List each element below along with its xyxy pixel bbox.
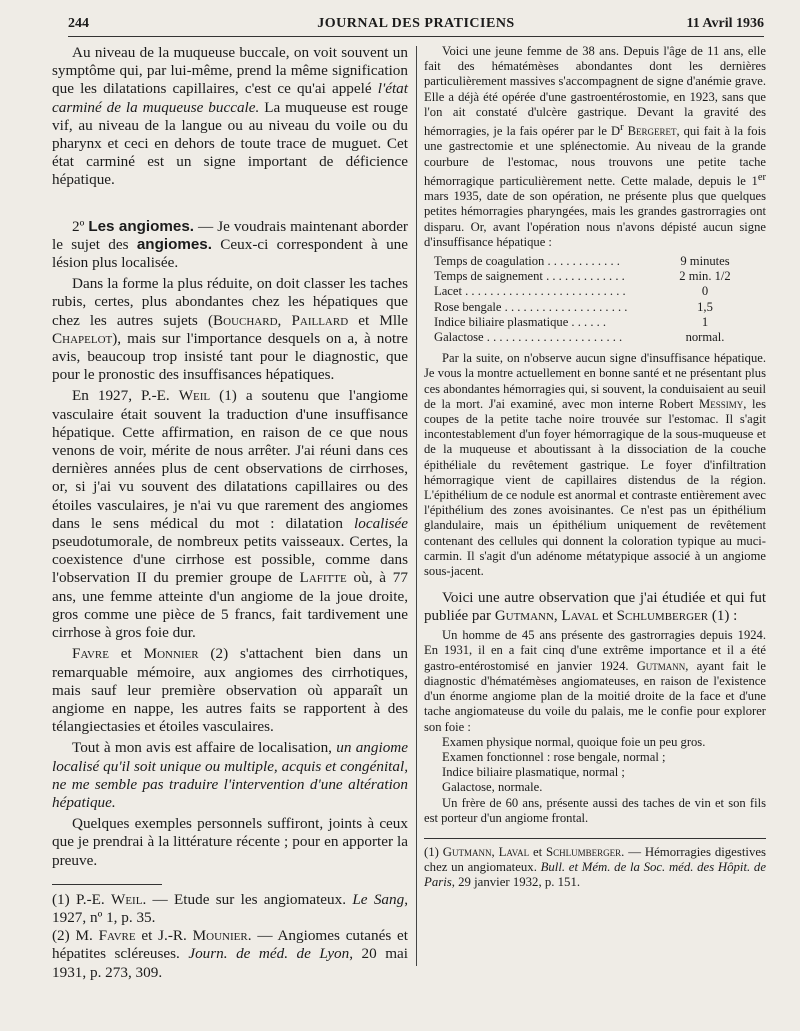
paragraph-exemples: Quelques exemples personnels suffiront, joints à ceux que je prendrai à la littérature récente ; pour en apporter la preuve. (52, 815, 408, 869)
case-2-family: Un frère de 60 ans, présente aussi des taches de vin et son fils est porteur d'un angiome frontal. (424, 795, 766, 825)
footnote-1: (1) P.-E. Weil. — Etude sur les angiomateux. Le Sang, 1927, nº 1, p. 35. (52, 890, 408, 926)
column-divider (416, 46, 417, 966)
table-row: Temps de saignement . . . . . . . . . . . . . 2 min. 1/2 (434, 269, 731, 284)
footnote-2: (2) M. Favre et J.-R. Mounier. — Angiomes cutanés et hépatites scléreuses. Journ. de méd. de Lyon, 20 mai 1931, p. 273, 309. (52, 927, 409, 981)
page-number: 244 (68, 16, 89, 31)
exam-galactose: Galactose, normale. (442, 780, 543, 795)
lab-results-table (434, 254, 760, 345)
exam-physique: Examen physique normal, quoique foie un peu gros. (442, 734, 706, 749)
footnote-right-1: (1) Gutmann, Laval et Schlumberger. — Hémorragies digestives chez un angiomateux. Bull. et Mém. de la Soc. méd. des Hôpit. de Paris, 29 janvier 1932, p. 151. (424, 844, 766, 890)
case-2-paragraph: Un homme de 45 ans présente des gastrorragies depuis 1924. En 1931, il en a fait cinq d'une extrême importance et il a été gastro-entérostomisé en janvier 1924. Gutmann, ayant fait le diagnostic d'hématémèses angiomateuses, en raison de l'existence d'un énorme angiome plan de la moitié droite de la face et d'une tache angiomateuse du voile du palais, me le confie pour explorer son foie : (424, 628, 766, 734)
paragraph-taches-rubis: Dans la forme la plus réduite, on doit classer les taches rubis, certes, plus abondantes chez les hépatiques que chez les autres sujets (Bouchard, Paillard et Mlle Chapelot), mais sur l'importance desquels on a, à notre avis, beaucoup trop insisté tant pour le diagnostic, que pour le pronostic des insuffisances hépatiques. (52, 275, 408, 384)
case-2-intro: Voici une autre observation que j'ai étudiée et qui fut publiée par Gutmann, Laval et Schlumberger (1) : (424, 590, 766, 625)
table-row: Indice biliaire plasmatique . . . . . . 1 (434, 314, 709, 329)
left-column (52, 44, 408, 982)
page-header (68, 14, 764, 37)
paragraph-muqueuse: Au niveau de la muqueuse buccale, on voit souvent un symptôme qui, par lui-même, prend la même signification que les dilatations capillaires, c'est ce qu'ai appelé l'état carminé de la muqueuse buccale. La muqueuse est rouge vif, au niveau de la langue ou au niveau du voile ou du pharynx et ceci en dehors de toute trace de muguet. Cet état carminé est un signe important de déficience hépatique. (52, 44, 408, 189)
exam-fonctionnel: Examen fonctionnel : rose bengale, normal ; (442, 749, 666, 764)
section-angiomes-intro: 2º Les angiomes. — Je voudrais maintenant aborder le sujet des angiomes. Ceux-ci correspondent à une lésion plus localisée. (52, 217, 409, 272)
footnote-separator (52, 884, 162, 885)
section-title: Les angiomes. (88, 217, 195, 235)
case-1-followup: Par la suite, on n'observe aucun signe d'insuffisance hépatique. Je vous la montre actuellement en bonne santé et ne présentant plus ces abondantes hémorragies qui, si souvent, la conduisaient au seuil de la mort. J'ai examiné, avec mon interne Robert Messimy, les coupes de la petite tache noire trouvée sur l'estomac. Il s'agit incontestablement d'un foyer hémorragique de la sous-muqueuse et de la muqueuse et aboutissant à la dissociation de la couche épithéliale du revêtement gastrique. Le foyer d'infiltration hémorragique vient de capillaires distendus de la région. L'épithélium de ce nodule est anormal et contraste entièrement avec l'épithélium des zones avoisinantes. Ce n'est pas un épithélium glandulaire, mais un épithélium uniquement de revêtement contenant des cellules qui donnent la coloration typique au muci-carmin. Il s'agit d'un adénome métatypique associé à un angiome sous-jacent. (424, 351, 766, 579)
paragraph-weil: En 1927, P.-E. Weil (1) a soutenu que l'angiome vasculaire était souvent la traduction d'une insuffisance hépatique. Cette affirmation, en raison de ce que nous venons de voir, mérite de nous arrêter. J'ai réuni dans ces dernières années plus de cent observations de cirrhoses, or, si j'ai vu souvent des dilatations capillaires ou des étoiles vasculaires, je n'ai vu que rarement des angiomes dans le sens médical du mot : dilatation localisée pseudotumorale, de nombreux petits vaisseaux. Certes, la coexistence d'une cirrhose est possible, comme dans l'observation II du premier groupe de Lafitte où, à 77 ans, une femme atteinte d'un angiome de la joue droite, gros comme une pièce de 5 francs, fait tardivement une cirrhose à gros foie dur. (52, 387, 408, 642)
issue-date: 11 Avril 1936 (686, 16, 764, 31)
paragraph-localisation: Tout à mon avis est affaire de localisation, un angiome localisé qu'il soit unique ou multiple, acquis et congénital, ne me semble pas traduire l'intervention d'une altération hépatique. (52, 739, 408, 811)
table-row: Rose bengale . . . . . . . . . . . . . . . . . . . . 1,5 (434, 299, 713, 314)
right-column (424, 44, 766, 891)
table-row: Temps de coagulation . . . . . . . . . . . . 9 minutes (434, 254, 730, 269)
case-1-paragraph: Voici une jeune femme de 38 ans. Depuis l'âge de 11 ans, elle fait des hématémèses abondantes dont les dernières particulièrement massives s'accompagnent de signe d'anémie grave. Elle a déjà été opérée d'une gastroentérostomie, en 1923, sans que l'on ait constaté d'ulcère gastrique. Devant la gravité des hémorragies, je la fais opérer par le $D^r$ Bergeret, qui fait à la fois une gastrectomie et une splénectomie. Au niveau de la grande courbure de l'estomac, nous trouvons une petite tache hémorragique particulièrement nette. Cette malade, depuis le 1er mars 1935, date de son opération, ne présente plus que quelques petites hémorragies pharyngées, mais les grandes gastrorragies ont disparu. Or, avant l'opération nous n'avons dépisté aucun signe d'insuffisance hépatique : (424, 44, 767, 249)
journal-title: JOURNAL DES PRATICIENS (317, 16, 515, 31)
table-row: Lacet . . . . . . . . . . . . . . . . . . . . . . . . . . 0 (434, 284, 709, 299)
exam-indice-biliaire: Indice biliaire plasmatique, normal ; (442, 765, 625, 780)
footnote-separator (424, 838, 766, 839)
table-row: Galactose . . . . . . . . . . . . . . . . . . . . . . normal. (434, 330, 725, 345)
paragraph-favre-monnier: Favre et Monnier (2) s'attachent bien dans un remarquable mémoire, aux angiomes des cirrhotiques, mais sauf leur première observation où apparaît un angiome en nappe, les autres faits se rapportent à des télangiectasies et étoiles vasculaires. (52, 645, 408, 736)
